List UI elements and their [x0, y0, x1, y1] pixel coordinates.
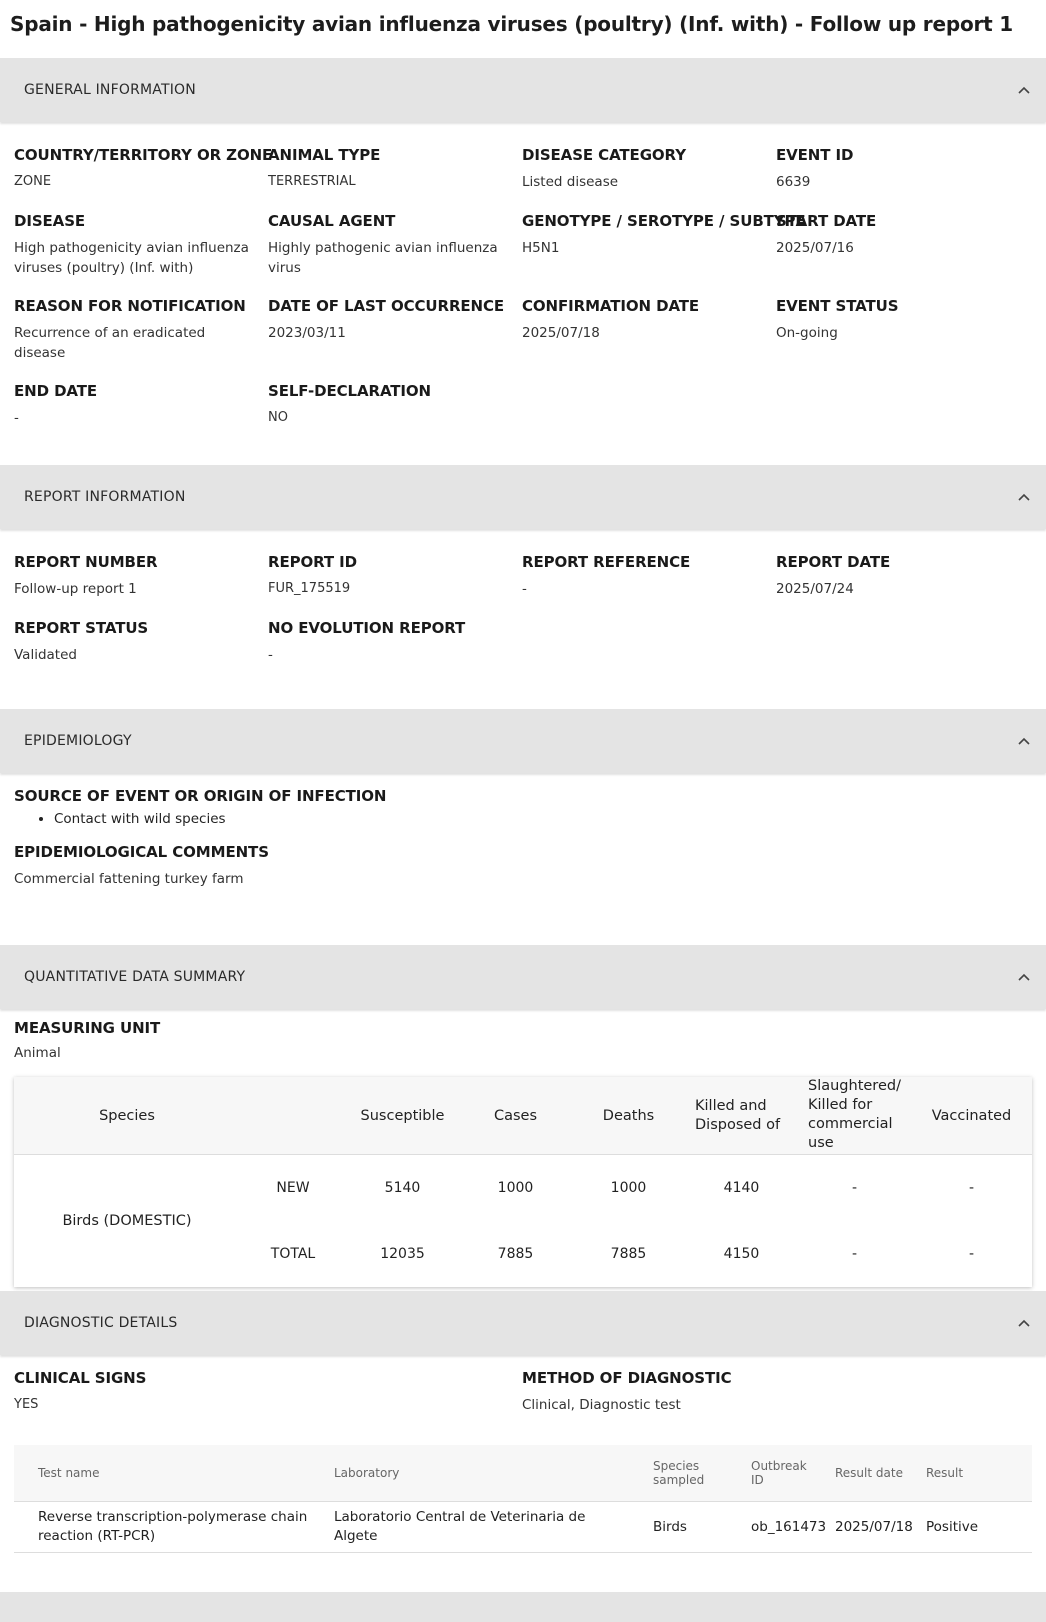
section-title: QUANTITATIVE DATA SUMMARY [24, 969, 246, 985]
field-value: 2023/03/11 [268, 325, 346, 341]
clinical-signs-value: YES [14, 1397, 39, 1412]
section-title: GENERAL INFORMATION [24, 82, 196, 98]
field-value: Highly pathogenic avian influenza virus [268, 240, 498, 276]
outbreak-id-cell: ob_161473 [739, 1502, 823, 1553]
species-cell: Birds (DOMESTIC) [62, 1213, 192, 1229]
field-label: REASON FOR NOTIFICATION [14, 297, 246, 315]
table-cell: 5140 [384, 1180, 421, 1196]
field-value: - [268, 647, 273, 663]
field-label: REPORT REFERENCE [522, 553, 691, 571]
column-header: Cases [459, 1077, 572, 1155]
section-header-quantitative[interactable] [0, 945, 1046, 1009]
table-row [14, 1155, 1032, 1222]
section-header-diagnostic[interactable] [0, 1291, 1046, 1355]
column-header: Susceptible [346, 1077, 459, 1155]
section-title: EPIDEMIOLOGY [24, 733, 132, 749]
field-value: H5N1 [522, 240, 560, 256]
clinical-signs-label: CLINICAL SIGNS [14, 1369, 147, 1387]
section-header-report[interactable] [0, 465, 1046, 529]
field-value: Listed disease [522, 174, 619, 190]
chevron-up-icon[interactable] [1016, 733, 1032, 749]
source-list [14, 811, 1032, 827]
chevron-up-icon[interactable] [1016, 489, 1032, 505]
table-cell: - [851, 1180, 858, 1196]
column-header-empty [240, 1077, 346, 1155]
table-header-row [14, 1077, 1032, 1155]
method-value: Clinical, Diagnostic test [522, 1397, 681, 1413]
field-value: On-going [776, 325, 838, 341]
table-header-row [14, 1445, 1032, 1502]
unit-label: MEASURING UNIT [14, 1019, 161, 1037]
column-header: Deaths [572, 1077, 685, 1155]
field-label: GENOTYPE / SEROTYPE / SUBTYPE [522, 212, 806, 230]
chevron-up-icon[interactable] [1016, 82, 1032, 98]
field-label: ANIMAL TYPE [268, 146, 381, 164]
column-header: Result date [823, 1445, 914, 1502]
field-value: ZONE [14, 174, 52, 189]
field-label: REPORT STATUS [14, 619, 149, 637]
field-label: CAUSAL AGENT [268, 212, 396, 230]
table-cell: 1000 [497, 1180, 534, 1196]
table-row [14, 1502, 1032, 1553]
field-label: END DATE [14, 382, 98, 400]
section-title: DIAGNOSTIC DETAILS [24, 1315, 178, 1331]
table-cell: 7885 [497, 1246, 534, 1262]
section-header-epidemiology[interactable] [0, 709, 1046, 773]
column-header: Test name [14, 1445, 310, 1502]
field-value: 6639 [776, 174, 811, 190]
column-header: Outbreak ID [739, 1445, 823, 1502]
field-value: FUR_175519 [268, 581, 351, 596]
field-value: 2025/07/18 [522, 325, 600, 341]
method-label: METHOD OF DIAGNOSTIC [522, 1369, 732, 1387]
field-label: DISEASE [14, 212, 86, 230]
field-label: SELF-DECLARATION [268, 382, 432, 400]
field-label: DATE OF LAST OCCURRENCE [268, 297, 505, 315]
unit-value: Animal [14, 1045, 61, 1061]
field-label: REPORT DATE [776, 553, 891, 571]
result-date-cell: 2025/07/18 [823, 1502, 914, 1553]
quantitative-table [14, 1077, 1032, 1287]
column-header: Laboratory [310, 1445, 629, 1502]
field-value: NO [268, 410, 288, 425]
field-label: EVENT ID [776, 146, 854, 164]
comments-value: Commercial fattening turkey farm [14, 871, 244, 887]
column-header: Slaughtered/ Killed for commercial use [798, 1077, 911, 1155]
field-value: - [14, 410, 19, 426]
diagnostic-table [14, 1445, 1032, 1553]
field-value: - [522, 581, 527, 597]
field-value: TERRESTRIAL [268, 174, 356, 189]
chevron-up-icon[interactable] [1016, 969, 1032, 985]
field-value: 2025/07/16 [776, 240, 854, 256]
species-cell: Birds [629, 1502, 739, 1553]
field-label: DISEASE CATEGORY [522, 146, 686, 164]
laboratory-cell: Laboratorio Central de Veterinaria de Algete [310, 1502, 629, 1553]
field-label: REPORT NUMBER [14, 553, 158, 571]
table-cell: 4150 [723, 1246, 760, 1262]
table-cell: 12035 [380, 1246, 425, 1262]
page-title: Spain - High pathogenicity avian influenza viruses (poultry) (Inf. with) - Follow up report 1 [10, 12, 1013, 36]
field-value: Validated [14, 647, 77, 663]
field-label: NO EVOLUTION REPORT [268, 619, 466, 637]
test-name-cell: Reverse transcription-polymerase chain reaction (RT-PCR) [14, 1502, 310, 1553]
section-title: REPORT INFORMATION [24, 489, 186, 505]
table-cell: - [968, 1246, 975, 1262]
column-header: Species sampled [629, 1445, 739, 1502]
field-label: CONFIRMATION DATE [522, 297, 700, 315]
table-cell: - [851, 1246, 858, 1262]
chevron-up-icon[interactable] [1016, 1315, 1032, 1331]
field-label: REPORT ID [268, 553, 358, 571]
column-header: Vaccinated [911, 1077, 1032, 1155]
field-value: 2025/07/24 [776, 581, 854, 597]
field-value: High pathogenicity avian influenza viruses (poultry) (Inf. with) [14, 240, 249, 276]
field-label: COUNTRY/TERRITORY OR ZONE [14, 146, 273, 164]
list-item: • Contact with wild species [54, 811, 1032, 827]
table-cell: - [968, 1180, 975, 1196]
next-section-header[interactable] [0, 1592, 1046, 1622]
table-cell: 7885 [610, 1246, 647, 1262]
field-label: EVENT STATUS [776, 297, 899, 315]
column-header: Species [14, 1077, 240, 1155]
source-label: SOURCE OF EVENT OR ORIGIN OF INFECTION [14, 787, 387, 805]
column-header: Result [914, 1445, 1032, 1502]
table-cell: 1000 [610, 1180, 647, 1196]
field-value: Follow-up report 1 [14, 581, 137, 597]
field-value: Recurrence of an eradicated disease [14, 325, 206, 361]
table-cell: 4140 [723, 1180, 760, 1196]
result-cell: Positive [914, 1502, 1032, 1553]
row-type: NEW [276, 1180, 310, 1196]
comments-label: EPIDEMIOLOGICAL COMMENTS [14, 843, 269, 861]
column-header: Killed and Disposed of [685, 1077, 798, 1155]
field-label: START DATE [776, 212, 877, 230]
row-type: TOTAL [270, 1246, 316, 1262]
section-header-general[interactable] [0, 58, 1046, 122]
